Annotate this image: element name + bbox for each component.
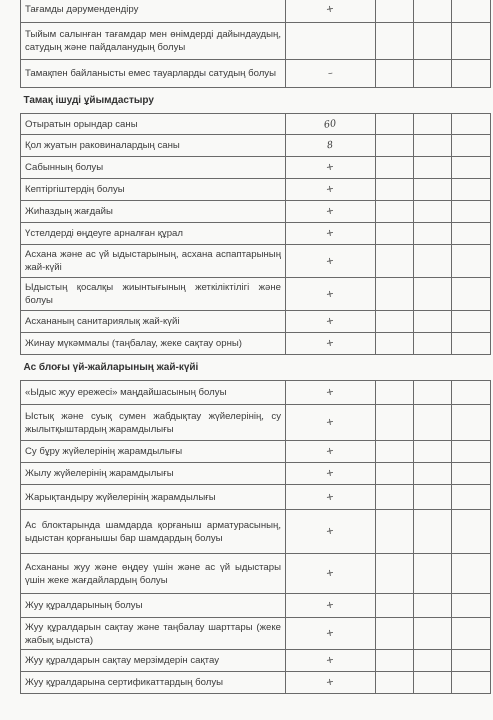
empty-cell (376, 672, 414, 694)
criterion-mark (286, 278, 376, 311)
handwritten-mark: + (325, 676, 336, 689)
table-row (21, 594, 491, 618)
empty-cell (414, 0, 452, 23)
criterion-text: Асхананың санитариялық жай-күйі (21, 311, 286, 333)
table-row (21, 463, 491, 485)
empty-cell (452, 278, 491, 311)
criterion-text: Тамақпен байланысты емес тауарларды сатудың болуы (21, 60, 286, 88)
criterion-text: Жуу құралдарының болуы (21, 594, 286, 618)
criterion-mark (286, 594, 376, 618)
empty-cell (414, 510, 452, 554)
criterion-text: Тыйым салынған тағамдар мен өнімдерді дайындаудың, сатудың және пайдаланудың болуы (21, 23, 286, 60)
criterion-mark (286, 157, 376, 179)
empty-cell (452, 405, 491, 441)
empty-cell (414, 23, 452, 60)
empty-cell (414, 135, 452, 157)
empty-cell (376, 485, 414, 510)
empty-cell (376, 157, 414, 179)
table-row (21, 278, 491, 311)
criterion-mark (286, 223, 376, 245)
criterion-mark (286, 201, 376, 223)
empty-cell (376, 594, 414, 618)
section-title: Ас блоғы үй-жайларының жай-күйі (23, 362, 199, 373)
criterion-text: «Ыдыс жуу ережесі» маңдайшасының болуы (21, 381, 286, 405)
criterion-mark (286, 245, 376, 278)
handwritten-mark: + (325, 287, 336, 301)
empty-cell (376, 278, 414, 311)
empty-cell (452, 311, 491, 333)
empty-cell (414, 650, 452, 672)
handwritten-mark: 60 (323, 117, 338, 131)
criterion-mark (286, 114, 376, 135)
criterion-text: Жуу құралдарын сақтау мерзімдерін сақтау (21, 650, 286, 672)
empty-cell (414, 60, 452, 88)
table-row (21, 114, 491, 135)
table-row (21, 554, 491, 594)
criterion-mark (286, 510, 376, 554)
table-row (21, 510, 491, 554)
empty-cell (452, 114, 491, 135)
empty-cell (452, 60, 491, 88)
criterion-text: Асхана және ас үй ыдыстарының, асхана аспаптарының жай-күйі (21, 245, 286, 278)
handwritten-mark: + (325, 3, 336, 16)
empty-cell (452, 381, 491, 405)
section-header-row (21, 355, 491, 381)
empty-cell (376, 554, 414, 594)
empty-cell (452, 672, 491, 694)
empty-cell (376, 114, 414, 135)
empty-cell (376, 223, 414, 245)
criterion-text: Жинау мүкәммалы (таңбалау, жеке сақтау орны) (21, 333, 286, 355)
empty-cell (452, 23, 491, 60)
inspection-table (20, 0, 491, 694)
criterion-mark (286, 333, 376, 355)
table-row (21, 441, 491, 463)
handwritten-mark: + (325, 337, 336, 350)
empty-cell (414, 333, 452, 355)
empty-cell (452, 618, 491, 650)
empty-cell (376, 23, 414, 60)
criterion-mark (286, 0, 376, 23)
empty-cell (452, 510, 491, 554)
empty-cell (376, 0, 414, 23)
empty-cell (452, 179, 491, 201)
table-row (21, 333, 491, 355)
handwritten-mark: + (325, 654, 336, 667)
criterion-mark (286, 60, 376, 88)
table-row (21, 157, 491, 179)
empty-cell (414, 223, 452, 245)
empty-cell (414, 618, 452, 650)
empty-cell (452, 333, 491, 355)
table-row (21, 201, 491, 223)
criterion-text: Су бұру жүйелерінің жарамдылығы (21, 441, 286, 463)
handwritten-mark: + (325, 567, 336, 580)
empty-cell (376, 311, 414, 333)
table-row (21, 60, 491, 88)
criterion-text: Асхананы жуу және өңдеу үшін және ас үй ыдыстары үшін жеке жағдайлардың болуы (21, 554, 286, 594)
empty-cell (414, 672, 452, 694)
table-row (21, 672, 491, 694)
empty-cell (452, 441, 491, 463)
criterion-mark (286, 23, 376, 60)
criterion-mark (286, 441, 376, 463)
empty-cell (376, 463, 414, 485)
criterion-text: Қол жуатын раковиналардың саны (21, 135, 286, 157)
handwritten-mark: + (325, 315, 336, 328)
table-row (21, 135, 491, 157)
empty-cell (452, 201, 491, 223)
empty-cell (414, 554, 452, 594)
empty-cell (414, 278, 452, 311)
empty-cell (376, 405, 414, 441)
empty-cell (452, 485, 491, 510)
criterion-mark (286, 554, 376, 594)
empty-cell (376, 381, 414, 405)
table-row (21, 179, 491, 201)
criterion-text: Отыратын орындар саны (21, 114, 286, 135)
empty-cell (452, 463, 491, 485)
criterion-mark (286, 179, 376, 201)
handwritten-mark: + (325, 161, 336, 174)
criterion-text: Жуу құралдарына сертификаттардың болуы (21, 672, 286, 694)
criterion-text: Жуу құралдарын сақтау және таңбалау шарттары (жеке жабық ыдыста) (21, 618, 286, 650)
empty-cell (414, 594, 452, 618)
criterion-mark (286, 311, 376, 333)
criterion-text: Ыстық және суық сумен жабдықтау жүйелерінің, су жылытқыштардың жарамдылығы (21, 405, 286, 441)
table-row (21, 618, 491, 650)
empty-cell (414, 245, 452, 278)
handwritten-mark: + (325, 525, 336, 538)
empty-cell (452, 0, 491, 23)
handwritten-mark: + (325, 467, 336, 480)
criterion-text: Жарықтандыру жүйелерінің жарамдылығы (21, 485, 286, 510)
empty-cell (452, 594, 491, 618)
criterion-mark (286, 618, 376, 650)
inspection-table-body (21, 0, 491, 694)
table-row (21, 381, 491, 405)
empty-cell (376, 650, 414, 672)
table-row (21, 650, 491, 672)
criterion-mark (286, 381, 376, 405)
empty-cell (376, 179, 414, 201)
empty-cell (452, 135, 491, 157)
empty-cell (414, 441, 452, 463)
empty-cell (414, 405, 452, 441)
empty-cell (414, 311, 452, 333)
empty-cell (376, 135, 414, 157)
empty-cell (414, 201, 452, 223)
criterion-mark (286, 672, 376, 694)
handwritten-mark: + (325, 254, 336, 268)
table-row (21, 485, 491, 510)
empty-cell (452, 223, 491, 245)
empty-cell (452, 157, 491, 179)
criterion-mark (286, 405, 376, 441)
table-row (21, 23, 491, 60)
handwritten-mark: + (325, 599, 336, 612)
table-row (21, 0, 491, 23)
criterion-text: Сабынның болуы (21, 157, 286, 179)
criterion-mark (286, 463, 376, 485)
empty-cell (414, 381, 452, 405)
table-row (21, 223, 491, 245)
empty-cell (414, 114, 452, 135)
section-header-row (21, 88, 491, 114)
handwritten-mark: + (325, 183, 336, 196)
empty-cell (414, 157, 452, 179)
empty-cell (376, 60, 414, 88)
handwritten-mark: + (325, 627, 336, 640)
criterion-text: Кептіргіштердің болуы (21, 179, 286, 201)
handwritten-mark: 8 (326, 139, 335, 152)
handwritten-mark: – (327, 67, 334, 80)
criterion-mark (286, 485, 376, 510)
criterion-mark (286, 135, 376, 157)
criterion-text: Ас блоктарында шамдарда қорғаныш арматурасының, ыдыстан қорғанышы бар шамдардың болуы (21, 510, 286, 554)
handwritten-mark: + (325, 416, 336, 429)
criterion-text: Үстелдерді өңдеуге арналған құрал (21, 223, 286, 245)
criterion-text: Жиһаздың жағдайы (21, 201, 286, 223)
empty-cell (414, 179, 452, 201)
empty-cell (376, 201, 414, 223)
criterion-mark (286, 650, 376, 672)
empty-cell (414, 463, 452, 485)
criterion-text: Жылу жүйелерінің жарамдылығы (21, 463, 286, 485)
empty-cell (376, 441, 414, 463)
criterion-text: Тағамды дәрумендендіру (21, 0, 286, 23)
section-title: Тамақ ішуді ұйымдастыру (23, 95, 154, 106)
handwritten-mark: + (325, 227, 336, 240)
handwritten-mark: + (325, 445, 336, 458)
empty-cell (376, 333, 414, 355)
table-row (21, 311, 491, 333)
handwritten-mark: + (325, 490, 336, 504)
handwritten-mark: + (325, 205, 336, 218)
empty-cell (376, 245, 414, 278)
empty-cell (376, 510, 414, 554)
empty-cell (414, 485, 452, 510)
table-row (21, 245, 491, 278)
empty-cell (452, 245, 491, 278)
empty-cell (452, 650, 491, 672)
empty-cell (376, 618, 414, 650)
criterion-text: Ыдыстың қосалқы жиынтығының жеткіліктілігі және болуы (21, 278, 286, 311)
handwritten-mark: + (325, 386, 336, 399)
empty-cell (452, 554, 491, 594)
table-row (21, 405, 491, 441)
